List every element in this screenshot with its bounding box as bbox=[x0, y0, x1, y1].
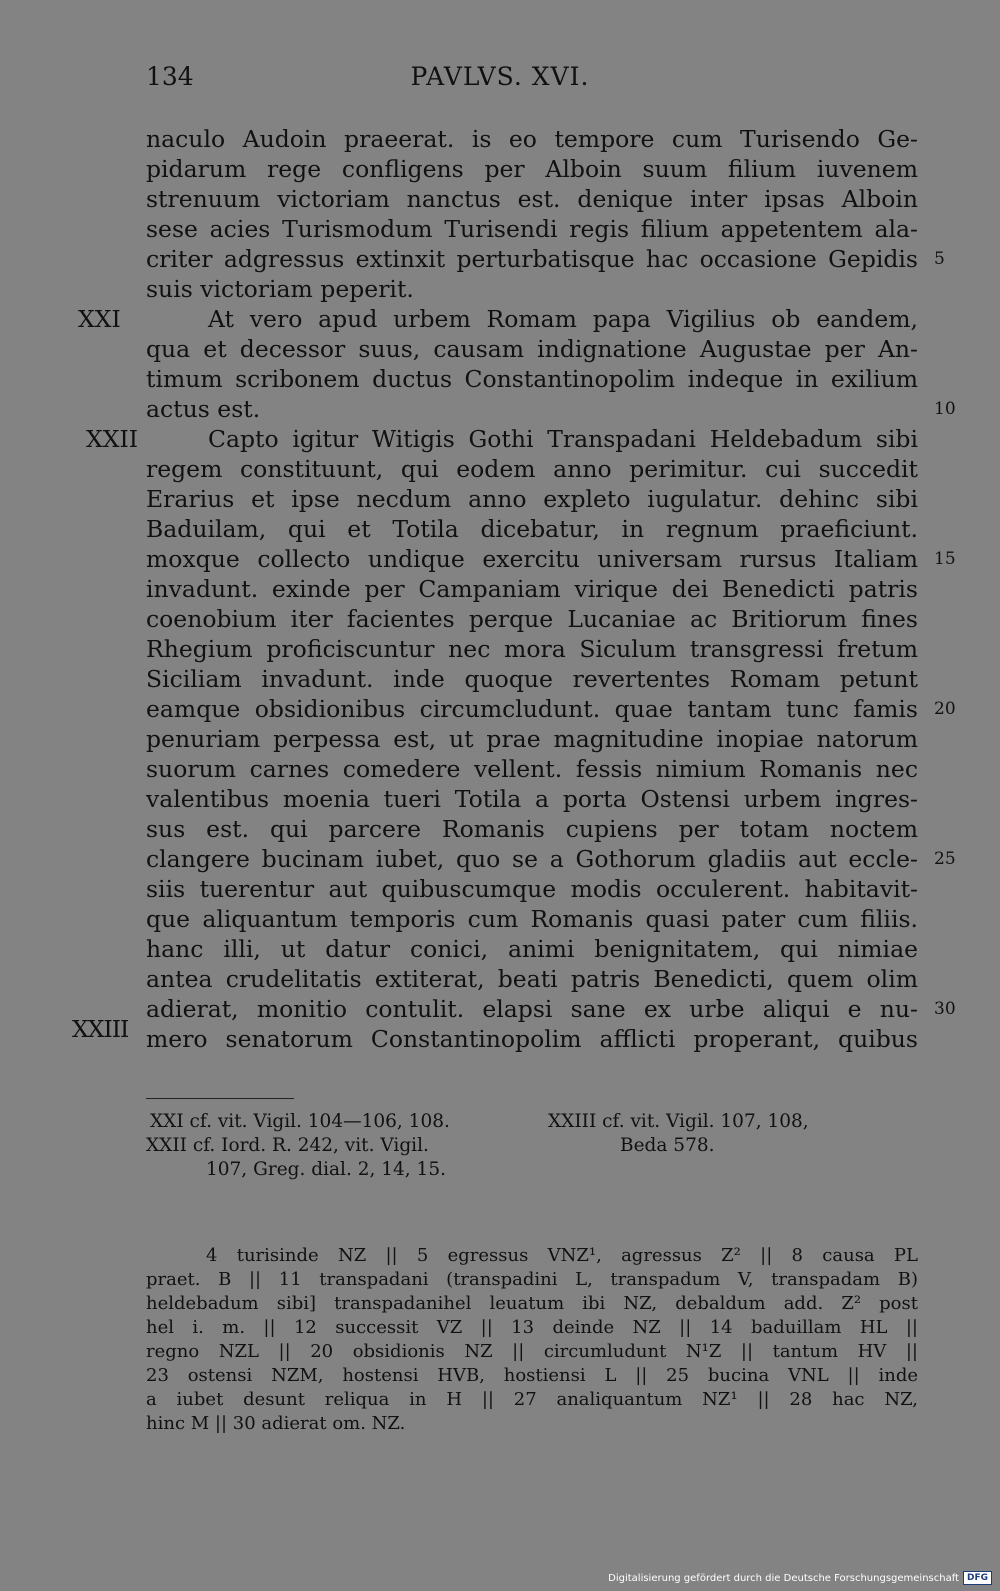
source-note: XXIII cf. vit. Vigil. 107, 108, bbox=[548, 1111, 809, 1132]
source-note: XXI cf. vit. Vigil. 104—106, 108. bbox=[150, 1111, 450, 1132]
text-line: clangere bucinam iubet, quo se a Gothorum gladiis aut eccle- bbox=[146, 845, 918, 873]
chapter-mark-xxi: XXI bbox=[78, 305, 121, 333]
text-line: actus est. bbox=[146, 395, 261, 423]
text-line: Erarius et ipse necdum anno expleto iugulatur. dehinc sibi bbox=[146, 485, 918, 513]
source-note: Beda 578. bbox=[620, 1135, 715, 1156]
page-number: 134 bbox=[146, 62, 194, 91]
separator-rule bbox=[146, 1098, 294, 1099]
dfg-logo-icon: DFG bbox=[963, 1571, 992, 1585]
text-line: hanc illi, ut datur conici, animi benignitatem, qui nimiae bbox=[146, 935, 918, 963]
chapter-mark-xxiii: XXIII bbox=[72, 1015, 129, 1043]
apparatus-line: 4 turisinde NZ || 5 egressus VNZ¹, agressus Z² || 8 causa PL bbox=[206, 1245, 918, 1266]
text-line: naculo Audoin praeerat. is eo tempore cum Turisendo Ge- bbox=[146, 125, 918, 153]
apparatus-line: regno NZL || 20 obsidionis NZ || circumludunt N¹Z || tantum HV || bbox=[146, 1341, 918, 1362]
apparatus-line: a iubet desunt reliqua in H || 27 analiquantum NZ¹ || 28 hac NZ, bbox=[146, 1389, 918, 1410]
page-header bbox=[0, 62, 1000, 96]
apparatus-line: 23 ostensi NZM, hostensi HVB, hostiensi L || 25 bucina VNL || inde bbox=[146, 1365, 918, 1386]
text-line: valentibus moenia tueri Totila a porta Ostensi urbem ingres- bbox=[146, 785, 918, 813]
text-line: qua et decessor suus, causam indignatione Augustae per An- bbox=[146, 335, 918, 363]
text-line: timum scribonem ductus Constantinopolim indeque in exilium bbox=[146, 365, 918, 393]
text-line: moxque collecto undique exercitu universam rursus Italiam bbox=[146, 545, 918, 573]
line-number: 10 bbox=[934, 399, 956, 419]
text-line: regem constituunt, qui eodem anno perimitur. cui succedit bbox=[146, 455, 918, 483]
text-line: Capto igitur Witigis Gothi Transpadani Heldebadum sibi bbox=[208, 425, 918, 453]
text-line: criter adgressus extinxit perturbatisque hac occasione Gepidis bbox=[146, 245, 918, 273]
text-line: suorum carnes comedere vellent. fessis nimium Romanis nec bbox=[146, 755, 918, 783]
text-line: strenuum victoriam nanctus est. denique inter ipsas Alboin bbox=[146, 185, 918, 213]
text-line: adierat, monitio contulit. elapsi sane ex urbe aliqui e nu- bbox=[146, 995, 918, 1023]
running-title: PAVLVS. XVI. bbox=[410, 62, 590, 91]
text-line: At vero apud urbem Romam papa Vigilius ob eandem, bbox=[208, 305, 918, 333]
text-line: invadunt. exinde per Campaniam virique dei Benedicti patris bbox=[146, 575, 918, 603]
text-line: siis tuerentur aut quibuscumque modis occulerent. habitavit- bbox=[146, 875, 918, 903]
apparatus-line: praet. B || 11 transpadani (transpadini L, transpadum V, transpadam B) bbox=[146, 1269, 918, 1290]
line-number: 15 bbox=[934, 549, 956, 569]
source-note: XXII cf. Iord. R. 242, vit. Vigil. bbox=[146, 1135, 429, 1156]
text-line: Rhegium proficiscuntur nec mora Siculum transgressi fretum bbox=[146, 635, 918, 663]
text-line: que aliquantum temporis cum Romanis quasi pater cum filiis. bbox=[146, 905, 918, 933]
apparatus-line: hinc M || 30 adierat om. NZ. bbox=[146, 1413, 406, 1434]
apparatus-line: hel i. m. || 12 successit VZ || 13 deinde NZ || 14 baduillam HL || bbox=[146, 1317, 918, 1338]
apparatus-line: heldebadum sibi] transpadanihel leuatum ibi NZ, debaldum add. Z² post bbox=[146, 1293, 918, 1314]
text-line: sese acies Turismodum Turisendi regis filium appetentem ala- bbox=[146, 215, 918, 243]
text-line: suis victoriam peperit. bbox=[146, 275, 414, 303]
line-number: 5 bbox=[934, 249, 945, 269]
text-line: pidarum rege confligens per Alboin suum filium iuvenem bbox=[146, 155, 918, 183]
text-line: penuriam perpessa est, ut prae magnitudine inopiae natorum bbox=[146, 725, 918, 753]
source-note: 107, Greg. dial. 2, 14, 15. bbox=[206, 1159, 446, 1180]
line-number: 20 bbox=[934, 699, 956, 719]
digitization-credit bbox=[608, 1571, 992, 1585]
line-number: 25 bbox=[934, 849, 956, 869]
text-line: sus est. qui parcere Romanis cupiens per totam noctem bbox=[146, 815, 918, 843]
text-line: eamque obsidionibus circumcludunt. quae tantam tunc famis bbox=[146, 695, 918, 723]
text-line: coenobium iter facientes perque Lucaniae ac Britiorum fines bbox=[146, 605, 918, 633]
text-line: Siciliam invadunt. inde quoque revertentes Romam petunt bbox=[146, 665, 918, 693]
text-line: mero senatorum Constantinopolim afflicti properant, quibus bbox=[146, 1025, 918, 1053]
text-line: Baduilam, qui et Totila dicebatur, in regnum praeficiunt. bbox=[146, 515, 918, 543]
text-line: antea crudelitatis extiterat, beati patris Benedicti, quem olim bbox=[146, 965, 918, 993]
chapter-mark-xxii: XXII bbox=[86, 425, 139, 453]
credit-text: Digitalisierung gefördert durch die Deutsche Forschungsgemeinschaft bbox=[608, 1572, 959, 1584]
line-number: 30 bbox=[934, 999, 956, 1019]
